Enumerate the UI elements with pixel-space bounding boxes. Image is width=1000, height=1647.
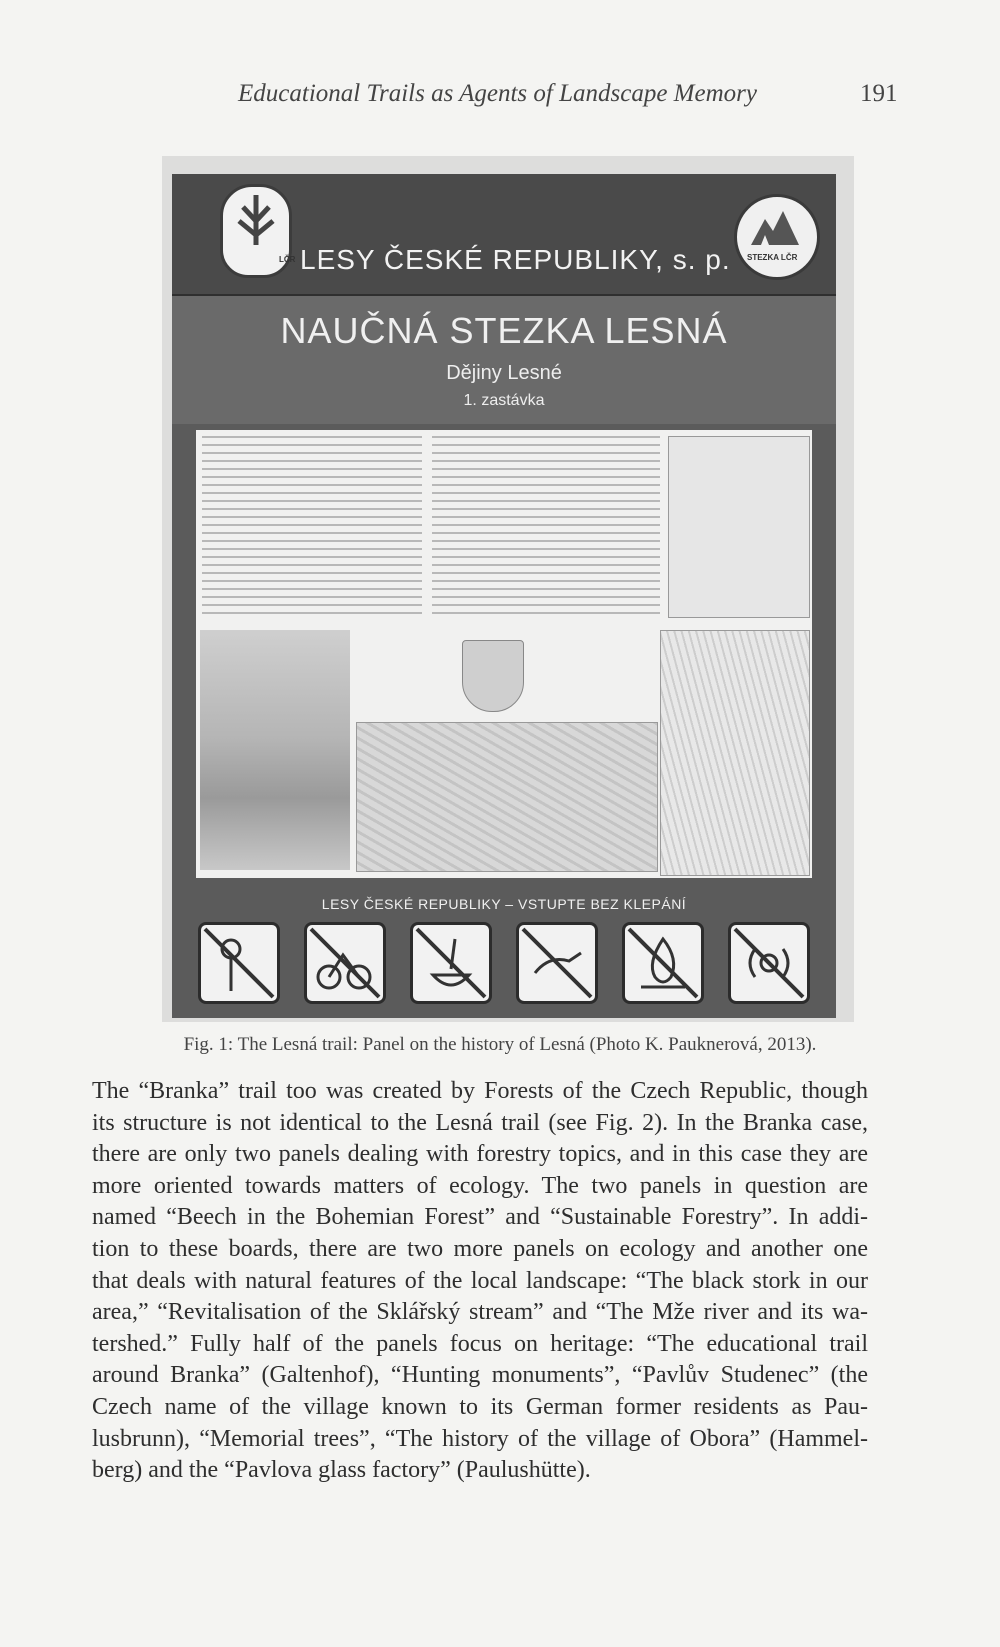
no-cycling-icon <box>304 922 386 1004</box>
figure-caption: Fig. 1: The Lesná trail: Panel on the history of Lesná (Photo K. Pauknerová, 2013). <box>183 1034 817 1055</box>
body-line: area,” “Revitalisation of the Sklářský stream” and “The Mže river and its wa- <box>92 1299 868 1326</box>
body-line: its structure is not identical to the Lesná trail (see Fig. 2). In the Branka case, <box>92 1109 868 1136</box>
body-line: tershed.” Fully half of the panels focus on heritage: “The educational trail <box>92 1330 868 1357</box>
locator-map <box>668 436 810 618</box>
panel-warning-line: LESY ČESKÉ REPUBLIKY – VSTUPTE BEZ KLEPÁNÍ <box>321 896 687 912</box>
trail-title: NAUČNÁ STEZKA LESNÁ <box>280 310 728 351</box>
stezka-logo: STEZKA LČR <box>734 194 820 280</box>
figure-photo <box>162 156 854 1022</box>
no-feeding-icon <box>410 922 492 1004</box>
body-line: that deals with natural features of the local landscape: “The black stork in our <box>92 1267 868 1294</box>
prohibition-signs <box>198 922 818 1008</box>
running-head <box>0 80 1000 116</box>
historic-map <box>660 630 810 876</box>
body-line: berg) and the “Pavlova glass factory” (Paulushütte). <box>92 1457 591 1484</box>
no-hunting-icon <box>516 922 598 1004</box>
coat-of-arms <box>462 640 524 712</box>
body-line: The “Branka” trail too was created by Forests of the Czech Republic, though <box>92 1078 868 1104</box>
org-name: LESY ČESKÉ REPUBLIKY, s. p. <box>300 244 731 275</box>
panel-header <box>172 174 836 294</box>
body-line: around Branka” (Galtenhof), “Hunting monuments”, “Pavlův Studenec” (the <box>92 1362 868 1389</box>
body-line: tion to these boards, there are two more panels on ecology and another one <box>92 1235 868 1262</box>
info-panel <box>172 174 836 1018</box>
page-number: 191 <box>860 80 898 107</box>
body-line: more oriented towards matters of ecology. The two panels in question are <box>92 1172 868 1199</box>
german-text-block <box>432 436 660 616</box>
historic-photo <box>200 630 350 870</box>
trail-subtitle: Dějiny Lesné <box>446 362 562 384</box>
body-line: Czech name of the village known to its German former residents as Pau- <box>92 1393 868 1420</box>
body-paragraph <box>92 1076 868 1487</box>
no-noise-icon <box>728 922 810 1004</box>
lcr-logo: LČR <box>220 184 292 278</box>
czech-text-block <box>202 436 422 616</box>
no-flower-picking-icon <box>198 922 280 1004</box>
village-plan <box>356 722 658 872</box>
panel-info-area <box>196 430 812 878</box>
title-band <box>172 294 836 424</box>
body-line: named “Beech in the Bohemian Forest” and “Sustainable Forestry”. In addi- <box>92 1204 868 1231</box>
body-line: there are only two panels dealing with forestry topics, and in this case they are <box>92 1141 868 1168</box>
stop-label: 1. zastávka <box>463 392 545 409</box>
body-line: lusbrunn), “Memorial trees”, “The history of the village of Obora” (Hammel- <box>92 1425 868 1452</box>
no-fire-icon <box>622 922 704 1004</box>
running-title: Educational Trails as Agents of Landscape Memory <box>238 80 757 107</box>
